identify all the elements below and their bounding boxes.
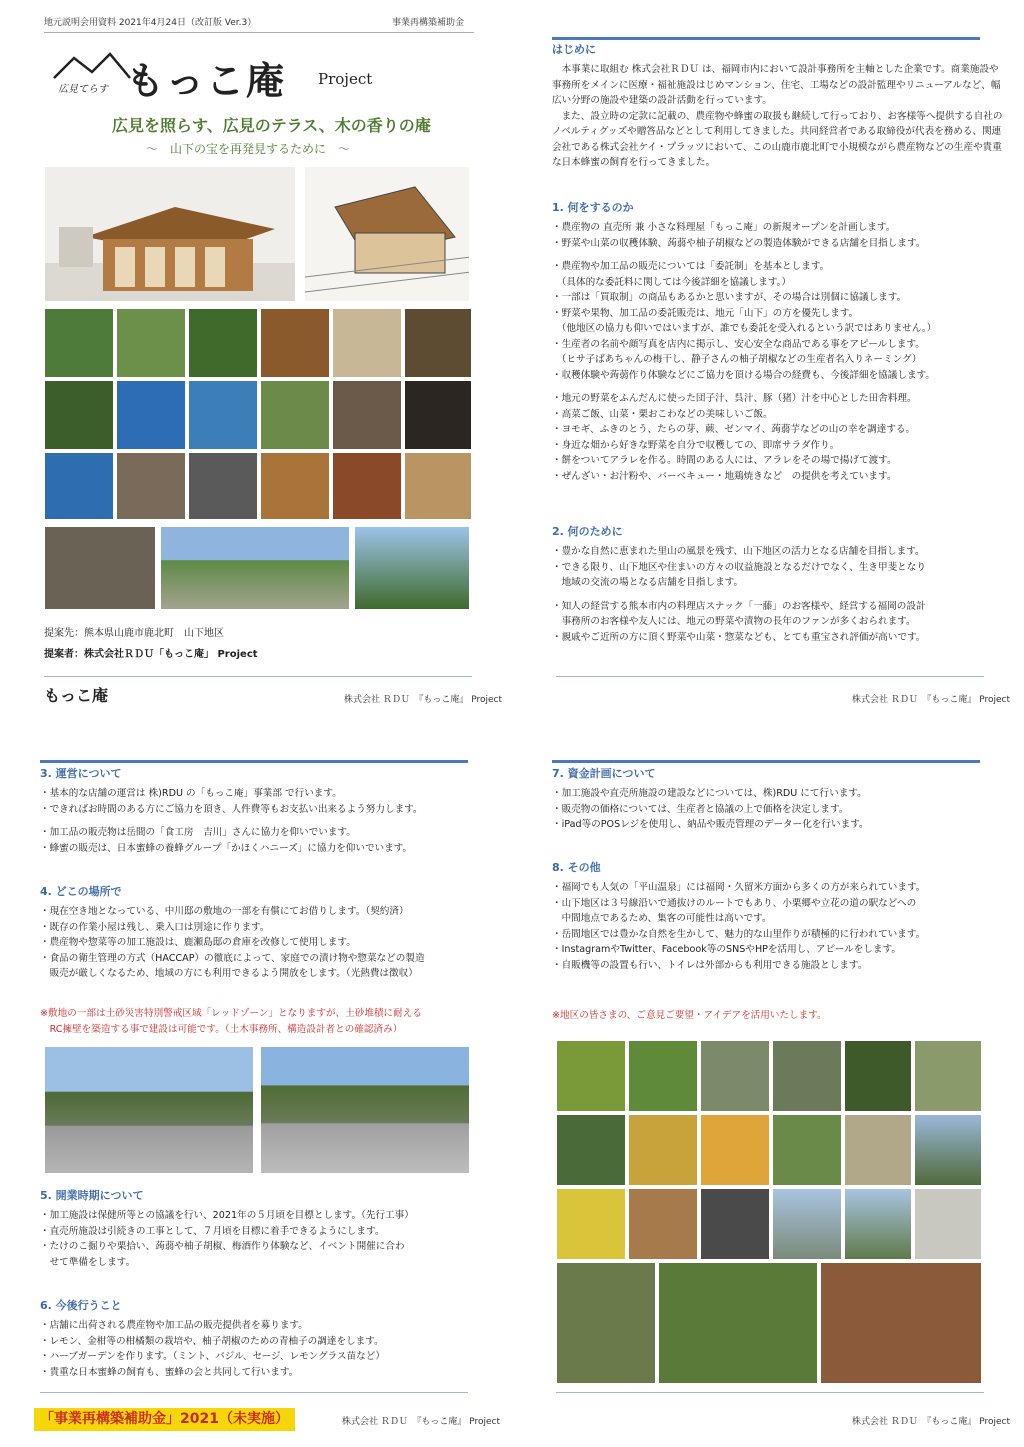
photo-field-worker	[914, 1040, 982, 1112]
section-4-warning	[40, 1006, 500, 1037]
footer-text: 株式会社 ＲＤＵ 『もっこ庵』 Project	[852, 1417, 1011, 1427]
s2-line: ・親戚やご近所の方に頂く野菜や山菜・惣菜なども、とても重宝され評価が高いです。	[552, 631, 926, 643]
s7-line: ・販売物の価格については、生産者と協議の上で価格を決定します。	[552, 803, 849, 815]
footer-rule	[556, 676, 984, 677]
s3-line: ・できればお時間のある方にご協力を頂き、人件費等もお支払い出来るよう努力します。	[40, 803, 423, 815]
tagline: 広見を照らす、広見のテラス、木の香りの庵	[112, 116, 431, 135]
photo-herbs	[260, 380, 330, 450]
intro-text: 本事業に取組む 株式会社ＲＤＵ は、福岡市内において設計事務所を主軸とした企業です。商業施設や事務所をメインに医療・福祉施設はじめマンション、住宅、工場などの設計監理やリニューアルなど、幅広い分野の施設や建築の設計活動を行っています。 また、設立時の定款に記載の、農産物や蜂蜜の取扱も継続して行っており、お客様等へ提供する自社のノベルティグッズや贈答品などとして利用してきました。共同経営者である取締役が代表を務める、関連会社である株式会社ケイ・プラッツにおいて、この山鹿市鹿北町で小規模ながら農産物などの生産や貴重な日本蜂蜜の飼育を行ってきました。	[552, 64, 1003, 169]
section-8-body	[552, 880, 1012, 973]
s4-line: ・食品の衛生管理の方式（HACCAP）の徹底によって、家庭での漬け物や惣菜などの製造	[40, 952, 425, 964]
photo-mortar	[772, 1040, 842, 1112]
page-2	[512, 0, 1024, 723]
photo-fruit-tree	[772, 1114, 842, 1186]
section-1-body	[552, 220, 1012, 485]
photo-grid	[44, 308, 472, 520]
photo-bento	[628, 1188, 698, 1260]
footer-text: 株式会社 ＲＤＵ 『もっこ庵』 Project	[342, 1417, 501, 1427]
s4-line: ・農産物や惣菜等の加工施設は、鹿瀬島邸の倉庫を改修して使用します。	[40, 937, 356, 949]
s1-line: ・野菜や果物、加工品の委託販売は、地元「山下」の方を優先します。	[552, 307, 859, 319]
s1-line: ・身近な畑から好きな野菜を自分で収穫しての、即席サラダ作り。	[552, 439, 840, 451]
intro-title: はじめに	[552, 43, 596, 56]
proposal-to: 提案先：熊本県山鹿市鹿北町 山下地区	[44, 628, 224, 639]
brand-project: Project	[318, 70, 373, 88]
photo-road-valley	[914, 1114, 982, 1186]
photo-map	[914, 1188, 982, 1260]
header-left: 地元説明会用資料 2021年4月24日（改訂版 Ver.3）	[44, 18, 257, 28]
s3-line: ・基本的な店舗の運営は 株)RDU の「もっこ庵」事業部 で行います。	[40, 788, 342, 799]
footer-rule	[40, 1392, 468, 1393]
photo-vegetable-basket	[658, 1262, 818, 1384]
header-right: 事業再構築補助金	[392, 18, 465, 28]
top-rule	[552, 37, 980, 40]
s1-line: ・一部は「買取制」の商品もあるかと思いますが、その場合は別個に協議します。	[552, 292, 907, 304]
brand-main: もっこ庵	[126, 58, 287, 103]
site-photo-left	[44, 1046, 254, 1174]
s2-line: ・豊かな自然に恵まれた里山の風景を残す、山下地区の活力となる店舗を目指します。	[552, 546, 925, 557]
footer-rule	[556, 1392, 984, 1393]
s4-line: ・現在空き地となっている、中川邸の敷地の一部を有償にてお借りします。（契約済）	[40, 906, 409, 917]
s1-line: ・野菜や山菜の収穫体験、蒟蒻や柚子胡椒などの製造体験ができる店舗を目指します。	[552, 237, 926, 249]
s1-line: ・農産物や加工品の販売については「委託制」を基本とします。	[552, 261, 830, 273]
section-6-body	[40, 1318, 500, 1380]
s5-line: ・たけのこ掘りや栗拾い、蒟蒻や柚子胡椒、梅酒作り体験など、イベント開催に合わ	[40, 1241, 405, 1253]
photo-ground	[404, 308, 472, 378]
photo-vegetation	[44, 380, 114, 450]
photo-jars	[260, 308, 330, 378]
photo-gift-box	[700, 1188, 770, 1260]
s5-line: せて準備をします。	[40, 1256, 136, 1268]
header-rule	[44, 32, 474, 33]
s1-line: ・生産者の名前や顔写真を店内に掲示し、安心安全な商品である事をアピールします。	[552, 338, 925, 350]
s4-line: 販売が厳しくなるため、地域の方にも利用できるよう開放をします。（光熱費は徴収）	[40, 968, 418, 980]
s1-line: ・収穫体験や蒟蒻作り体験などにご協力を頂ける場合の経費も、今後詳細を協議します。	[552, 369, 935, 381]
brand-small: 広見てらす	[58, 84, 108, 95]
s6-line: ・店舗に出荷される農産物や加工品の販売提供者を募ります。	[40, 1320, 308, 1331]
photo-landscape	[160, 526, 350, 610]
section-7-body	[552, 786, 1012, 833]
site-photo-right	[260, 1046, 470, 1174]
status-stamp: 「事業再構築補助金」2021（未実施）	[34, 1408, 295, 1431]
photo-tins	[700, 1040, 770, 1112]
s6-line: ・レモン、金柑等の柑橘類の栽培や、柚子胡椒のための青柚子の調達をします。	[40, 1335, 384, 1347]
photo-citrus-box	[556, 1040, 626, 1112]
photo-products	[404, 452, 472, 520]
section-2-title: 2. 何のために	[552, 525, 623, 538]
subtitle: 〜 山下の宝を再発見するために 〜	[146, 142, 351, 156]
section-3-body	[40, 786, 500, 856]
photo-forest	[44, 308, 114, 378]
footer-logo: もっこ庵	[44, 686, 109, 705]
photo-jam-jars	[332, 452, 402, 520]
s7-line: ・加工施設や直売所施設の建設などについては、株)RDU にて行います。	[552, 788, 867, 799]
photo-mimosa	[556, 1188, 626, 1260]
footer-text: 株式会社 ＲＤＵ 『もっこ庵』 Project	[852, 695, 1011, 705]
photo-workers	[116, 452, 186, 520]
photo-tarp	[116, 380, 186, 450]
s3-line	[40, 817, 500, 825]
photo-farmer	[556, 1262, 656, 1384]
s1-line: ・ヨモギ、ふきのとう、たらの芽、蕨、ゼンマイ、蒟蒻芋などの山の幸を調達する。	[552, 424, 916, 436]
photo-house	[332, 380, 402, 450]
s3-line: ・加工品の販売物は岳間の「食工房 吉川」さんに協力を仰いでいます。	[40, 827, 356, 839]
render-front-image	[44, 166, 296, 302]
warning-line: RC擁壁を築造する事で建設は可能です。（土木事務所、構造設計者との確認済み）	[40, 1023, 403, 1035]
section-5-title: 5. 開業時期について	[40, 1189, 144, 1202]
s7-line: ・iPad等のPOSレジを使用し、納品や販売管理のデーター化を行います。	[552, 819, 869, 831]
s2-line: ・できる限り、山下地区や住まいの方々の収益施設となるだけでなく、生き甲斐となり	[552, 561, 926, 573]
s8-line: ・岳間地区では豊かな自然を生かして、魅力的な山里作りが積極的に行われています。	[552, 928, 926, 940]
section-7-title: 7. 資金計画について	[552, 767, 656, 780]
page-4	[512, 724, 1024, 1447]
warning-line: ※敷地の一部は土砂災害特別警戒区域「レッドゾーン」となりますが、土砂堆積に耐える	[40, 1008, 422, 1019]
photo-honey-jar	[260, 452, 330, 520]
s1-line: （ヒサ子ばあちゃんの梅干し、静子さんの柚子胡椒などの生産者名入りネーミング）	[552, 354, 922, 366]
photo-juice-jar	[700, 1114, 770, 1186]
photo-road-2	[844, 1188, 912, 1260]
photo-elders	[44, 526, 156, 610]
photo-labels	[332, 308, 402, 378]
s1-line: ・餅をついてアラレを作る。時間のある人には、アラレをその場で揚げて渡す。	[552, 455, 897, 467]
section-1-title: 1. 何をするのか	[552, 201, 634, 214]
page-3	[0, 724, 512, 1447]
s5-line: ・直売所施設は引続きの工事として、７月頃を目標に着手できるようにします。	[40, 1225, 385, 1237]
s3-line: ・蜂蜜の販売は、日本蜜蜂の養蜂グループ「かほくハニーズ」に協力を仰いでいます。	[40, 842, 413, 854]
s2-line: 事務所のお客様や友人には、地元の野菜や漬物の長年のファンが多くおられます。	[552, 616, 916, 628]
section-2-body	[552, 544, 1012, 645]
photo-harvest-basket	[820, 1262, 982, 1384]
s1-line: ・ぜんざい・お汁粉や、バーベキュー・地鶏焼きなど の提供を考えています。	[552, 470, 897, 482]
section-4-body	[40, 904, 500, 982]
ideas-note: ※地区の皆さまの、ご意見ご要望・アイデアを活用いたします。	[552, 1010, 827, 1021]
footer-text: 株式会社 ＲＤＵ 『もっこ庵』 Project	[344, 695, 503, 705]
section-4-title: 4. どこの場所で	[40, 885, 122, 898]
s2-line: 地域の交流の場となる店舗を目指します。	[552, 577, 744, 589]
photo-plants	[556, 1114, 626, 1186]
photo-bamboo	[116, 308, 186, 378]
photo-harvest	[188, 380, 258, 450]
photo-tree-sky	[354, 526, 470, 610]
top-rule	[40, 760, 468, 763]
s1-line	[552, 383, 1012, 391]
section-5-body	[40, 1208, 500, 1270]
s1-line: ・高菜ご飯、山菜・栗おこわなどの美味しいご飯。	[552, 408, 773, 420]
s1-line	[552, 251, 1012, 259]
s8-line: ・山下地区は３号線沿いで通抜けのルートでもあり、小栗郷や立花の道の駅などへの	[552, 897, 917, 909]
s8-line: 中間地点であるため、集客の可能性は高いです。	[552, 913, 772, 925]
section-8-title: 8. その他	[552, 861, 601, 874]
photo-giftbox	[404, 380, 472, 450]
s1-line: （具体的な委託料に関しては今後詳細を協議します。）	[552, 276, 792, 288]
s2-line	[552, 591, 1012, 599]
photo-stepping-stones	[844, 1040, 912, 1112]
top-rule	[552, 760, 980, 763]
photo-leaves	[188, 308, 258, 378]
s6-line: ・貴重な日本蜜蜂の飼育も、蜜蜂の会と共同して行います。	[40, 1366, 299, 1378]
s8-line: ・InstagramやTwitter、Facebook等のSNSやHPを活用し、アピールをします。	[552, 944, 901, 956]
photo-yuzu	[628, 1114, 698, 1186]
s1-line: （他地区の協力も仰いではいますが、誰でも委託を受入れるという訳ではありません。）	[552, 323, 937, 335]
s4-line: ・既存の作業小屋は残し、乗入口は別途に作ります。	[40, 921, 270, 933]
s5-line: ・加工施設は保健所等との協議を行い、2021年の５月頃を目標とします。（先行工事）	[40, 1210, 414, 1221]
proposer: 提案者：株式会社ＲＤＵ「もっこ庵」 Project	[44, 649, 258, 660]
photo-citrus	[44, 452, 114, 520]
section-6-title: 6. 今後行うこと	[40, 1299, 122, 1312]
section-3-title: 3. 運営について	[40, 767, 122, 780]
s8-line: ・自販機等の設置も行い、トイレは外部からも利用できる施設とします。	[552, 959, 868, 971]
roof-logo-icon	[52, 52, 132, 80]
s6-line: ・ハーブガーデンを作ります。（ミント、バジル、セージ、レモングラス苗など）	[40, 1351, 385, 1363]
s1-line: ・農産物の 直売所 兼 小さな料理屋「もっこ庵」の新規オープンを計画します。	[552, 222, 896, 233]
photo-lemon-glass	[844, 1114, 912, 1186]
photo-road	[772, 1188, 842, 1260]
photo-green-tray	[628, 1040, 698, 1112]
s1-line: ・地元の野菜をふんだんに使った団子汁、呉汁、豚（猪）汁を中心とした田舎料理。	[552, 393, 917, 405]
page-1	[0, 0, 512, 723]
render-sketch-image	[304, 166, 470, 302]
s8-line: ・福岡でも人気の「平山温泉」には福岡・久留米方面から多くの方が来られています。	[552, 882, 926, 893]
photo-collage	[556, 1040, 982, 1384]
footer-rule	[44, 676, 472, 677]
s2-line: ・知人の経営する熊本市内の料理店スナック「一藤」のお客様や、経営する福岡の設計	[552, 600, 926, 612]
photo-car	[188, 452, 258, 520]
